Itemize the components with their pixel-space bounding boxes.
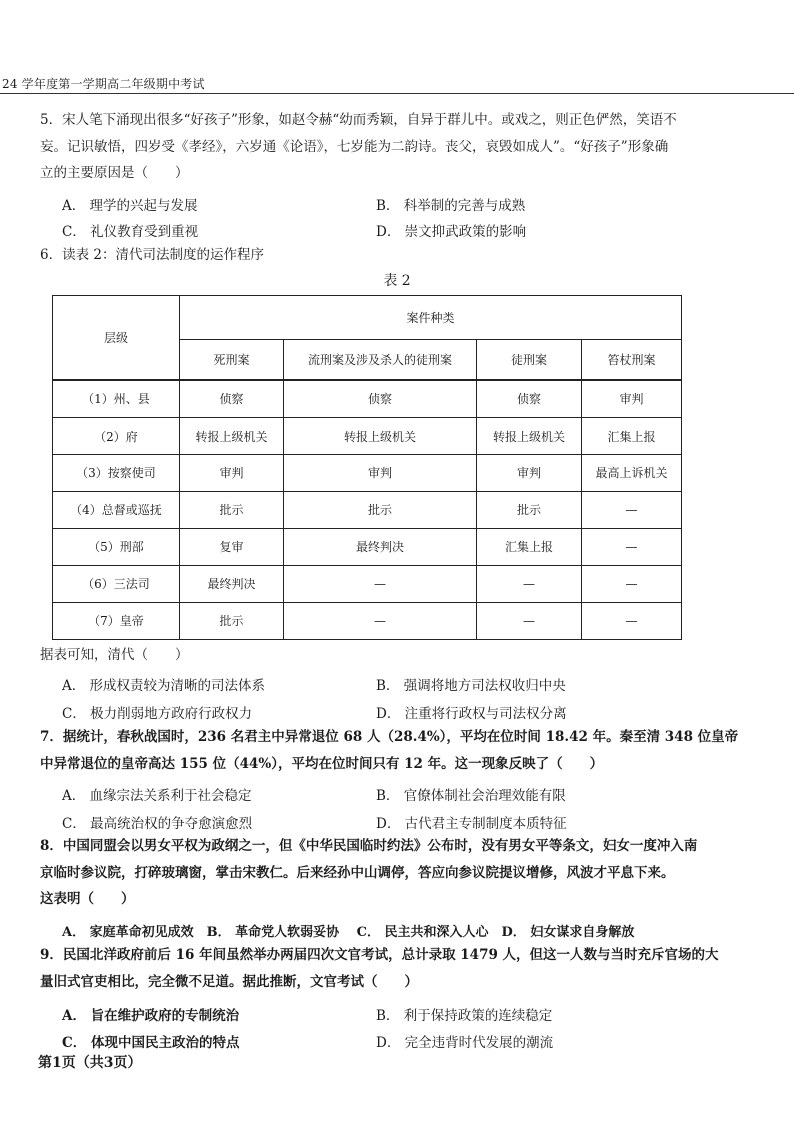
table-cell: —	[582, 602, 682, 639]
q7-line-2: 中异常退位的皇帝高达 155 位（44%），平均在位时间只有 12 年。这一现象反映了（ ）	[40, 755, 604, 772]
table-cell: 审判	[180, 455, 284, 492]
q8-options-line: A． 家庭革命初见成效 B． 革命党人软弱妥协 C． 民主共和深入人心 D． 妇女谋求自身解放	[62, 925, 635, 940]
question-8-stem	[40, 833, 730, 913]
table-cell: 最终判决	[180, 565, 284, 602]
question-7-stem	[40, 724, 739, 777]
q7-option-c: C． 最高统治权的争夺愈演愈烈	[62, 816, 253, 832]
table-cell: 转报上级机关	[477, 418, 582, 455]
table-row	[53, 491, 682, 528]
table-cell: 批示	[477, 491, 582, 528]
table-row	[53, 602, 682, 639]
table-col-header: 徒刑案	[477, 340, 582, 380]
q8-line-2: 京临时参议院，打碎玻璃窗，掌击宋教仁。后来经孙中山调停，答应向参议院提议增修，风波才平息下来。	[40, 864, 675, 881]
table-cell: —	[582, 528, 682, 565]
table-col-header: 死刑案	[180, 340, 284, 380]
question-6-stem	[40, 242, 730, 269]
table-cell: —	[284, 565, 477, 602]
table-header-level: 层级	[53, 296, 180, 380]
q8-line-3: 这表明（ ）	[40, 891, 135, 907]
table-row	[53, 528, 682, 565]
table-cell: —	[477, 602, 582, 639]
q9-option-c: C． 体现中国民主政治的特点	[62, 1035, 240, 1051]
q6-option-c: C． 极力削弱地方政府行政权力	[62, 706, 253, 722]
q5-line-2: 妄。记识敏悟，四岁受《孝经》，六岁通《论语》，七岁能为二韵诗。丧父，哀毁如成人”。“好孩子”形象确	[40, 138, 669, 155]
table-cell: 审判	[284, 455, 477, 492]
header-rule	[0, 93, 794, 94]
table-cell: 批示	[284, 491, 477, 528]
q5-option-c: C． 礼仪教育受到重视	[62, 224, 199, 240]
q7-option-d: D． 古代君主专制制度本质特征	[376, 816, 567, 832]
table-cell: 转报上级机关	[180, 418, 284, 455]
table-cell: —	[582, 565, 682, 602]
table-cell: 最终判决	[284, 528, 477, 565]
question-6-prompt	[40, 642, 730, 669]
table-cell: 汇集上报	[582, 418, 682, 455]
table-cell: 审判	[582, 380, 682, 418]
table-cell-level: （6）三法司	[53, 565, 180, 602]
page-number: 第1页（共3页）	[38, 1055, 142, 1071]
q6-stem-line: 6．读表 2：清代司法制度的运作程序	[40, 247, 264, 263]
table-col-header: 笞杖刑案	[582, 340, 682, 380]
q8-line-1: 8．中国同盟会以男女平权为政纲之一，但《中华民国临时约法》公布时，没有男女平等条文，妇女一度冲入南	[40, 838, 698, 854]
q9-option-a: A． 旨在维护政府的专制统治	[62, 1008, 240, 1024]
table-col-header: 流刑案及涉及杀人的徒刑案	[284, 340, 477, 380]
q5-line-3: 立的主要原因是（ ）	[40, 165, 189, 181]
exam-header: 24 学年度第一学期高二年级期中考试	[2, 77, 205, 91]
table-caption: 表 2	[383, 273, 411, 289]
q9-line-2: 量旧式官吏相比，完全微不足道。据此推断，文官考试（ ）	[40, 973, 418, 990]
q6-after-line: 据表可知，清代（ ）	[40, 647, 189, 663]
q6-option-a: A． 形成权责较为清晰的司法体系	[62, 678, 266, 694]
table-cell-level: （4）总督或巡抚	[53, 491, 180, 528]
q6-option-d: D． 注重将行政权与司法权分离	[376, 706, 567, 722]
table-cell-level: （5）刑部	[53, 528, 180, 565]
table-cell-level: （3）按察使司	[53, 455, 180, 492]
table-row	[53, 455, 682, 492]
q5-option-a: A． 理学的兴起与发展	[62, 198, 198, 214]
table-cell-level: （2）府	[53, 418, 180, 455]
q7-line-1: 7．据统计，春秋战国时，236 名君主中异常退位 68 人（28.4%），平均在位时间 18.42 年。秦至清 348 位皇帝	[40, 729, 739, 745]
table-row	[53, 418, 682, 455]
q9-option-b: B． 利于保持政策的连续稳定	[376, 1008, 553, 1024]
table-cell: 批示	[180, 491, 284, 528]
table-row	[53, 565, 682, 602]
table-cell: —	[477, 565, 582, 602]
table-cell: 批示	[180, 602, 284, 639]
q5-option-b: B． 科举制的完善与成熟	[376, 198, 526, 214]
q9-line-1: 9．民国北洋政府前后 16 年间虽然举办两届四次文官考试，总计录取 1479 人，但这一人数与当时充斥官场的大	[40, 947, 719, 963]
q5-line-1: 5．宋人笔下涌现出很多“好孩子”形象，如赵令赫“幼而秀颖，自异于群儿中。或戏之，则正色俨然，笑语不	[40, 112, 677, 128]
table-cell: 审判	[477, 455, 582, 492]
table-cell: 复审	[180, 528, 284, 565]
table-cell: 侦察	[477, 380, 582, 418]
table-cell: 最高上诉机关	[582, 455, 682, 492]
judicial-procedure-table	[52, 295, 682, 640]
table-cell-level: （1）州、县	[53, 380, 180, 418]
q7-option-a: A． 血缘宗法关系利于社会稳定	[62, 788, 252, 804]
question-9-stem	[40, 942, 730, 995]
q7-option-b: B． 官僚体制社会治理效能有限	[376, 788, 566, 804]
question-5-stem	[40, 107, 730, 187]
q5-option-d: D． 崇文抑武政策的影响	[376, 224, 527, 240]
table-cell: 汇集上报	[477, 528, 582, 565]
table-cell: —	[582, 491, 682, 528]
table-cell: 转报上级机关	[284, 418, 477, 455]
table-row	[53, 380, 682, 418]
table-header-case-types: 案件种类	[180, 296, 682, 340]
table-cell-level: （7）皇帝	[53, 602, 180, 639]
table-cell: 侦察	[284, 380, 477, 418]
q6-option-b: B． 强调将地方司法权收归中央	[376, 678, 566, 694]
table-cell: 侦察	[180, 380, 284, 418]
table-cell: —	[284, 602, 477, 639]
q9-option-d: D． 完全违背时代发展的潮流	[376, 1035, 554, 1051]
